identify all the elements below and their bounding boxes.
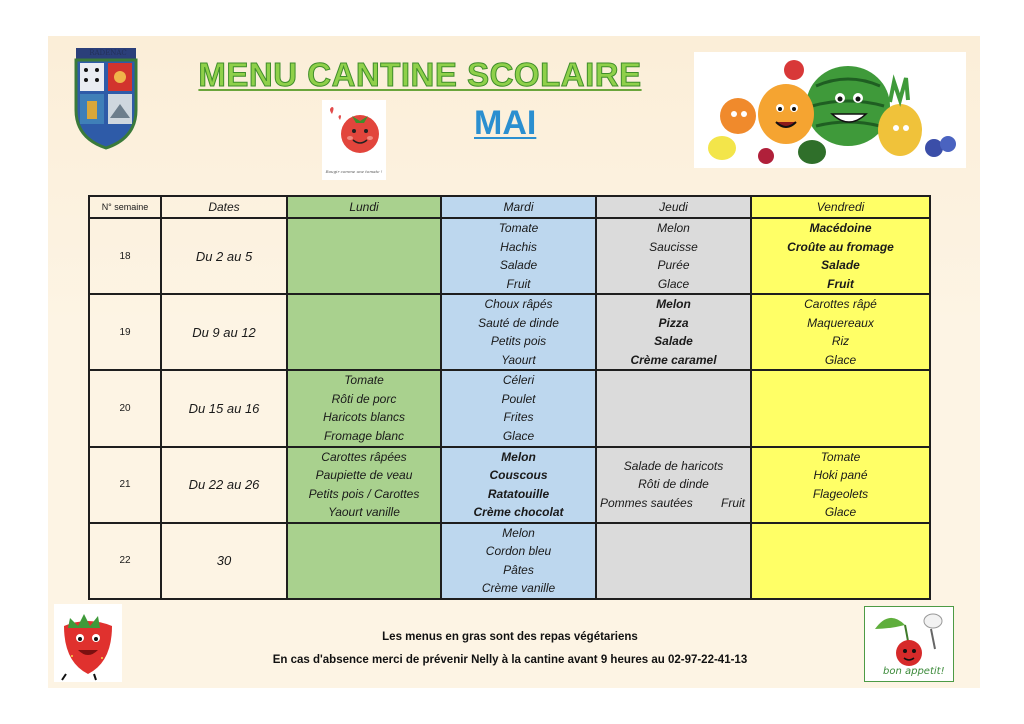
table-row bbox=[89, 523, 930, 599]
footer-vegetarian-note: Les menus en gras sont des repas végétariens bbox=[382, 631, 638, 643]
meal-item: Salade de haricots bbox=[623, 458, 724, 473]
strawberry-picture bbox=[54, 604, 122, 682]
jeudi-menu-cell bbox=[596, 447, 751, 523]
table-row bbox=[89, 294, 930, 370]
menu-table bbox=[88, 195, 931, 600]
table-header-row bbox=[89, 196, 930, 218]
dates-cell: Du 9 au 12 bbox=[161, 294, 287, 370]
meal-item: Carottes râpé bbox=[804, 297, 877, 312]
lundi-menu-cell bbox=[287, 523, 441, 599]
meal-item: Fruit bbox=[827, 276, 854, 291]
fruit-characters-icon bbox=[694, 52, 966, 168]
week-number-cell: 22 bbox=[89, 523, 161, 599]
lundi-menu-cell bbox=[287, 218, 441, 294]
meal-item: Pâtes bbox=[503, 562, 534, 577]
mardi-menu-cell bbox=[441, 447, 596, 523]
lundi-menu-cell bbox=[287, 294, 441, 370]
week-number-cell: 19 bbox=[89, 294, 161, 370]
meal-item: Tomate bbox=[498, 221, 539, 236]
meal-item: Ratatouille bbox=[487, 486, 550, 501]
meal-item: Rôti de dinde bbox=[638, 477, 709, 492]
meal-item: Poulet bbox=[501, 391, 536, 406]
meal-item: Tomate bbox=[344, 373, 384, 388]
header-vendredi: Vendredi bbox=[751, 196, 930, 218]
vendredi-menu-cell bbox=[751, 218, 930, 294]
dates-cell: Du 2 au 5 bbox=[161, 218, 287, 294]
dates-cell: Du 22 au 26 bbox=[161, 447, 287, 523]
jeudi-menu-cell bbox=[596, 370, 751, 446]
meal-item: Hachis bbox=[500, 239, 537, 254]
meal-item: Céleri bbox=[502, 373, 535, 388]
week-number-cell: 20 bbox=[89, 370, 161, 446]
meal-item: Pizza bbox=[658, 315, 689, 330]
meal-item: Melon bbox=[502, 525, 535, 540]
meal-item: Glace bbox=[502, 428, 535, 443]
header-jeudi: Jeudi bbox=[596, 196, 751, 218]
table-row bbox=[89, 218, 930, 294]
crest-label: RADENAC bbox=[89, 49, 127, 57]
meal-item: Maquereaux bbox=[807, 315, 874, 330]
meal-item: Sauté de dinde bbox=[478, 315, 559, 330]
week-number-cell: 21 bbox=[89, 447, 161, 523]
meal-item: Yaourt vanille bbox=[328, 505, 400, 520]
header-mardi: Mardi bbox=[441, 196, 596, 218]
meal-item: Flageolets bbox=[812, 486, 869, 501]
meal-item: Couscous bbox=[489, 468, 548, 483]
table-row bbox=[89, 447, 930, 523]
meal-item: Melon bbox=[657, 221, 690, 236]
meal-item: Glace bbox=[657, 276, 690, 291]
tomato-caption: Rougir comme une tomate ! bbox=[325, 169, 383, 174]
week-number-cell: 18 bbox=[89, 218, 161, 294]
meal-item: Haricots blancs bbox=[322, 410, 406, 425]
meal-item: Riz bbox=[831, 334, 850, 349]
meal-item: Melon bbox=[656, 297, 691, 312]
mardi-menu-cell bbox=[441, 218, 596, 294]
meal-item: Petits pois bbox=[490, 334, 547, 349]
mardi-menu-cell bbox=[441, 523, 596, 599]
header-lundi: Lundi bbox=[287, 196, 441, 218]
meal-item: Saucisse bbox=[649, 239, 698, 254]
table-row bbox=[89, 370, 930, 446]
meal-item: Crème chocolat bbox=[473, 505, 564, 520]
meal-item: Choux râpés bbox=[484, 297, 553, 312]
meal-item: Crème caramel bbox=[630, 352, 717, 367]
meal-item: Crème vanille bbox=[481, 581, 556, 596]
mardi-menu-cell bbox=[441, 370, 596, 446]
header-week: N° semaine bbox=[89, 196, 161, 218]
bon-appetit-picture bbox=[864, 606, 954, 682]
month-title: MAI bbox=[474, 104, 537, 142]
meal-item-extra: Fruit bbox=[721, 495, 745, 510]
strawberry-icon bbox=[54, 604, 122, 682]
meal-item-row bbox=[597, 494, 750, 513]
cherry-chef-icon bbox=[865, 607, 951, 667]
jeudi-menu-cell bbox=[596, 523, 751, 599]
meal-item: Glace bbox=[824, 352, 857, 367]
meal-item: Carottes râpées bbox=[321, 449, 407, 464]
lundi-menu-cell bbox=[287, 447, 441, 523]
fruits-illustration bbox=[694, 52, 966, 168]
mardi-menu-cell bbox=[441, 294, 596, 370]
vendredi-menu-cell bbox=[751, 294, 930, 370]
meal-item: Frites bbox=[503, 410, 534, 425]
tomato-icon bbox=[322, 100, 386, 170]
meal-item: Rôti de porc bbox=[331, 391, 397, 406]
meal-item: Glace bbox=[824, 505, 857, 520]
meal-item: Melon bbox=[501, 449, 536, 464]
meal-item: Fruit bbox=[506, 276, 531, 291]
tomato-picture bbox=[322, 100, 386, 180]
header-dates: Dates bbox=[161, 196, 287, 218]
meal-item: Fromage blanc bbox=[323, 428, 405, 443]
meal-item: Yaourt bbox=[501, 352, 536, 367]
meal-item: Salade bbox=[821, 258, 860, 273]
bon-appetit-caption: bon appetit! bbox=[883, 666, 945, 677]
meal-item: Salade bbox=[499, 258, 538, 273]
dates-cell: 30 bbox=[161, 523, 287, 599]
meal-item: Tomate bbox=[820, 449, 861, 464]
meal-item: Croûte au fromage bbox=[787, 239, 894, 254]
meal-item: Hoki pané bbox=[813, 468, 868, 483]
dates-cell: Du 15 au 16 bbox=[161, 370, 287, 446]
jeudi-menu-cell bbox=[596, 218, 751, 294]
jeudi-menu-cell bbox=[596, 294, 751, 370]
meal-item: Paupiette de veau bbox=[315, 468, 413, 483]
meal-item: Salade bbox=[654, 334, 693, 349]
vendredi-menu-cell bbox=[751, 370, 930, 446]
meal-item: Pommes sautées bbox=[600, 495, 693, 510]
town-crest-icon bbox=[70, 46, 142, 150]
page-title: MENU CANTINE SCOLAIRE bbox=[198, 56, 642, 93]
footer-absence-note: En cas d'absence merci de prévenir Nelly à la cantine avant 9 heures au 02-97-22-41-13 bbox=[272, 654, 748, 666]
meal-item: Petits pois / Carottes bbox=[308, 486, 420, 501]
meal-item: Purée bbox=[657, 258, 690, 273]
meal-item: Macédoine bbox=[809, 221, 872, 236]
meal-item: Cordon bleu bbox=[485, 544, 552, 559]
vendredi-menu-cell bbox=[751, 523, 930, 599]
lundi-menu-cell bbox=[287, 370, 441, 446]
vendredi-menu-cell bbox=[751, 447, 930, 523]
